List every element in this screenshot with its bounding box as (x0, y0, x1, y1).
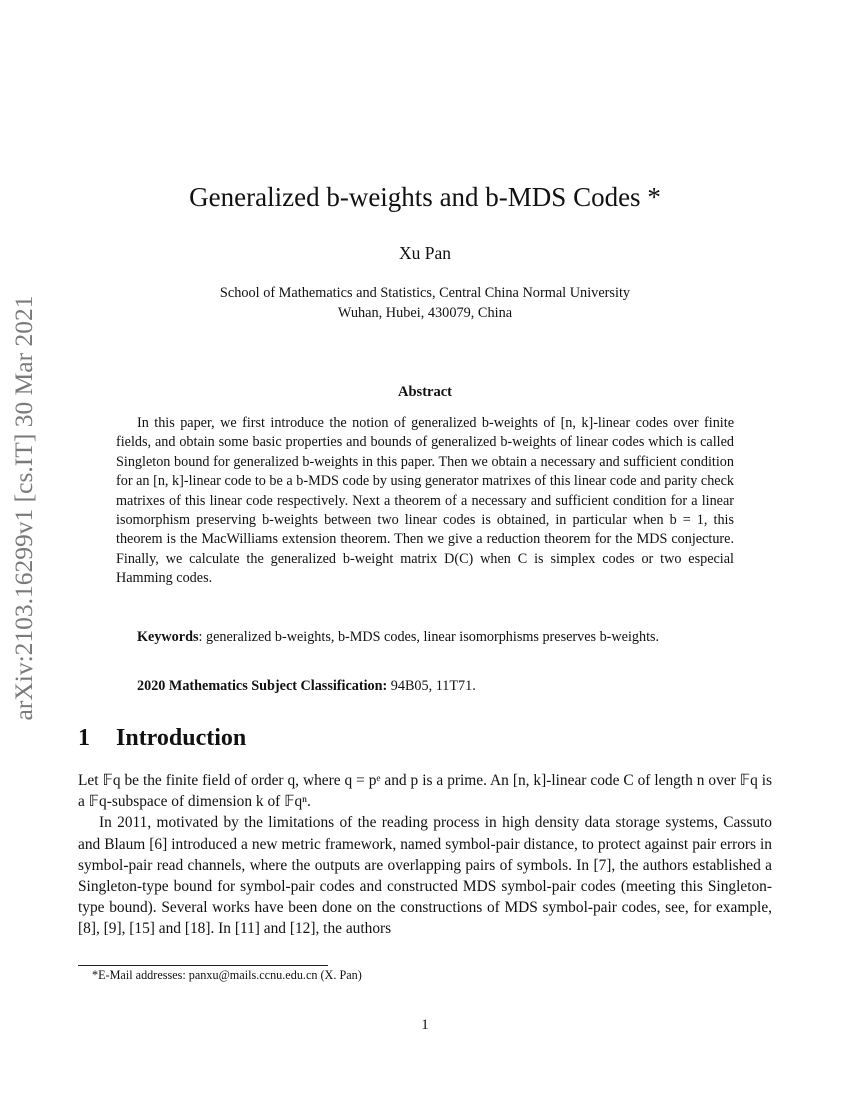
msc-classification (137, 678, 737, 695)
introduction-body (78, 770, 772, 940)
paper-title: Generalized b-weights and b-MDS Codes * (189, 182, 661, 212)
arxiv-sidebar-stamp: arXiv:2103.16299v1 [cs.IT] 30 Mar 2021 (9, 295, 38, 721)
author-affiliation (0, 283, 850, 323)
footnote: *E-Mail addresses: panxu@mails.ccnu.edu.cn (X. Pan) (92, 968, 362, 982)
section-heading-introduction (78, 725, 246, 752)
section-number: 1 (78, 725, 90, 751)
msc-label: 2020 Mathematics Subject Classification: (137, 678, 388, 694)
affiliation-line-1: School of Mathematics and Statistics, Central China Normal University (219, 285, 631, 301)
keywords-paragraph (116, 628, 734, 647)
intro-paragraph-2: In 2011, motivated by the limitations of the reading process in high density data storage systems, Cassuto and Blaum [6] introduced a new metric framework, named symbol-pair distance, to protect against pair errors in symbol-pair read channels, where the outputs are overlapping pairs of symbols. In [7], the authors established a Singleton-type bound for symbol-pair codes and constructed MDS symbol-pair codes (meeting this Singleton-type bound). Several works have been done on the constructions of MDS symbol-pair codes, see, for example, [8], [9], [15] and [18]. In [11] and [12], the authors (78, 814, 772, 938)
abstract-body (116, 414, 734, 589)
page-number: 1 (421, 1017, 429, 1033)
keywords-text: : generalized b-weights, b-MDS codes, linear isomorphisms preserves b-weights. (198, 629, 660, 645)
abstract-heading: Abstract (398, 384, 452, 400)
msc-codes: 94B05, 11T71. (387, 678, 476, 694)
paper-author: Xu Pan (398, 243, 451, 263)
affiliation-line-2: Wuhan, Hubei, 430079, China (337, 305, 513, 321)
keywords-label: Keywords (137, 629, 199, 645)
intro-paragraph-1: Let 𝔽q be the finite field of order q, where q = pᵉ and p is a prime. An [n, k]-linear code C of length n over 𝔽q is a 𝔽q-subspace of dimension k of 𝔽qⁿ. (78, 772, 772, 811)
abstract-text: In this paper, we first introduce the notion of generalized b-weights of [n, k]-linear codes over finite fields, and obtain some basic properties and bounds of generalized b-weights of linear codes which is called Singleton bound for generalized b-weights in this paper. Then we obtain a necessary and sufficient condition for an [n, k]-linear code to be a b-MDS code by using generator matrixes of this linear code and parity check matrixes of this linear code respectively. Next a theorem of a necessary and sufficient condition for a linear isomorphism preserving b-weights between two linear codes is obtained, in particular when b = 1, this theorem is the MacWilliams extension theorem. Then we give a reduction theorem for the MDS conjecture. Finally, we calculate the generalized b-weight matrix D(C) when C is simplex codes or two especial Hamming codes. (116, 415, 734, 587)
section-title: Introduction (116, 725, 247, 751)
footnote-rule (78, 965, 328, 966)
